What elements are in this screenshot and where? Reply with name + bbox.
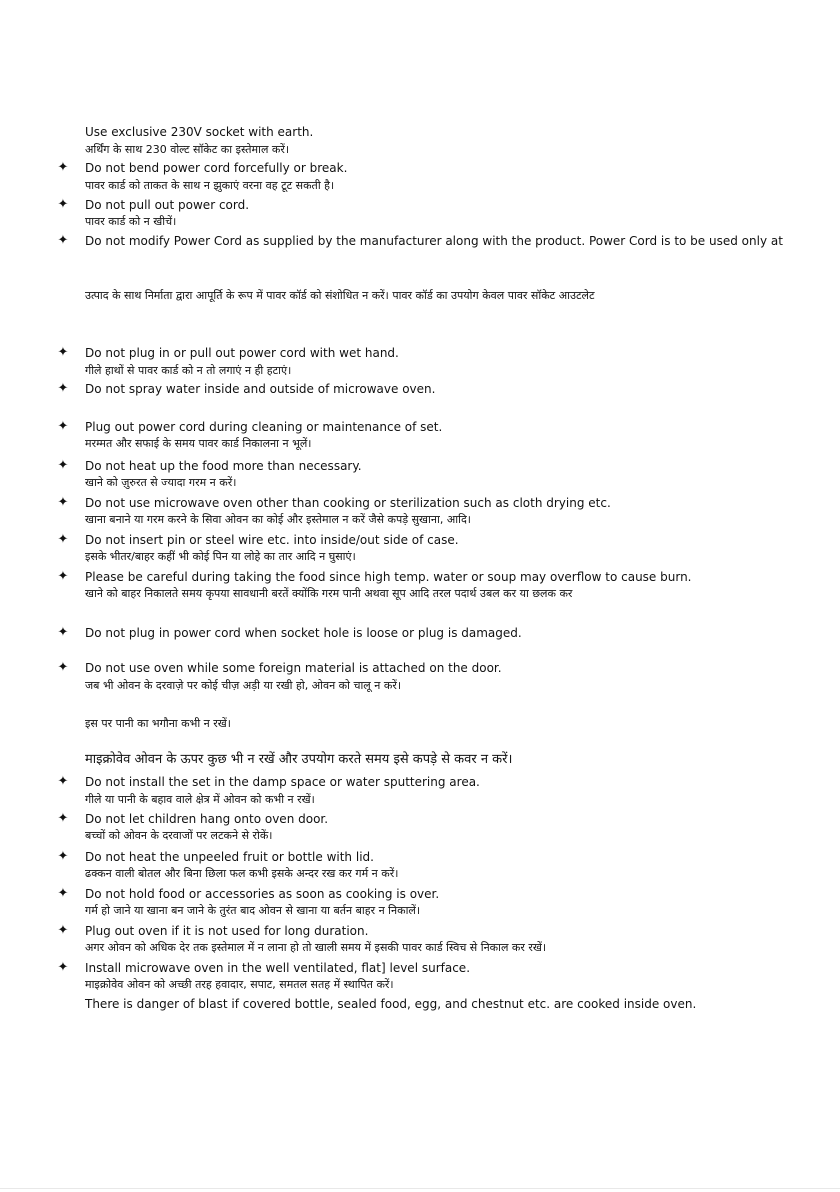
instruction-line-english: Install microwave oven in the well ventilated, flat] level surface. <box>85 961 471 975</box>
instruction-line-english: Do not insert pin or steel wire etc. into inside/out side of case. <box>85 533 459 547</box>
bullet-star-icon: ✦ <box>57 886 69 901</box>
bullet-star-icon: ✦ <box>57 569 69 584</box>
bullet-star-icon: ✦ <box>57 197 69 212</box>
instruction-line-hindi: खाने को ज़ुरुरत से ज्यादा गरम न करें। <box>85 476 237 489</box>
instruction-line-english: Use exclusive 230V socket with earth. <box>85 125 314 139</box>
instruction-line-hindi: इसके भीतर/बाहर कहीं भी कोई पिन या लोहे का तार आदि न घुसाएं। <box>85 550 356 563</box>
instruction-line-english: Do not use microwave oven other than cooking or sterilization such as cloth drying etc. <box>85 496 611 510</box>
bullet-star-icon: ✦ <box>57 532 69 547</box>
bullet-star-icon: ✦ <box>57 774 69 789</box>
bullet-star-icon: ✦ <box>57 923 69 938</box>
instruction-line-english: Do not hold food or accessories as soon as cooking is over. <box>85 887 440 901</box>
instruction-line-english: Do not plug in or pull out power cord with wet hand. <box>85 346 399 360</box>
instruction-line-hindi: अगर ओवन को अधिक देर तक इस्तेमाल में न लाना हो तो खाली समय में इसकी पावर कार्ड स्विच से निकाल कर रखें। <box>85 941 547 954</box>
instruction-line-english: Do not use oven while some foreign material is attached on the door. <box>85 661 502 675</box>
instruction-line-hindi: पावर कार्ड को ताकत के साथ न झुकाएं वरना वह टूट सकती है। <box>85 179 335 192</box>
instruction-line-hindi: जब भी ओवन के दरवाज़े पर कोई चीज़ अड़ी या रखी हो, ओवन को चालू न करें। <box>85 679 401 692</box>
instruction-line-hindi: मरम्मत और सफाई के समय पावर कार्ड निकालना न भूलें। <box>85 437 312 450</box>
instruction-line-english: Do not let children hang onto oven door. <box>85 812 329 826</box>
instruction-line-hindi: खाना बनाने या गरम करने के सिवा ओवन का कोई और इस्तेमाल न करें जैसे कपड़े सुखाना, आदि। <box>85 513 471 526</box>
instruction-line-hindi: पावर कार्ड को न खीचें। <box>85 215 177 228</box>
bullet-star-icon: ✦ <box>57 458 69 473</box>
page-edge <box>0 1188 840 1189</box>
instruction-line-english: Do not install the set in the damp space or water sputtering area. <box>85 775 480 789</box>
instruction-line-hindi: गीले या पानी के बहाव वाले क्षेत्र में ओवन को कभी न रखें। <box>85 793 315 806</box>
instruction-line-hindi: बच्चों को ओवन के दरवाजों पर लटकने से रोकें। <box>85 829 273 842</box>
instruction-line-english: Plug out power cord during cleaning or maintenance of set. <box>85 420 443 434</box>
bullet-star-icon: ✦ <box>57 419 69 434</box>
instruction-line-english: Do not heat the unpeeled fruit or bottle with lid. <box>85 850 374 864</box>
instruction-line-hindi: अर्थिंग के साथ 230 वोल्ट सॉकेट का इस्तेमाल करें। <box>85 143 290 156</box>
bullet-star-icon: ✦ <box>57 233 69 248</box>
bullet-star-icon: ✦ <box>57 625 69 640</box>
bullet-star-icon: ✦ <box>57 811 69 826</box>
instruction-line-english: There is danger of blast if covered bottle, sealed food, egg, and chestnut etc. are cooked inside oven. <box>85 997 697 1011</box>
instruction-line-english: Do not pull out power cord. <box>85 198 250 212</box>
instruction-line-hindi: खाने को बाहर निकालते समय कृपया सावधानी बरतें क्योंकि गरम पानी अथवा सूप आदि तरल पदार्थ उबल कर या छलक कर <box>85 587 573 600</box>
instruction-line-english: Do not spray water inside and outside of microwave oven. <box>85 382 436 396</box>
instruction-line-hindi: गीले हाथों से पावर कार्ड को न तो लगाएं न ही हटाएं। <box>85 364 292 377</box>
bullet-star-icon: ✦ <box>57 849 69 864</box>
bullet-star-icon: ✦ <box>57 160 69 175</box>
instruction-line-english: Do not bend power cord forcefully or break. <box>85 161 348 175</box>
instruction-line-hindi: माइक्रोवेव ओवन के ऊपर कुछ भी न रखें और उपयोग करते समय इसे कपड़े से कवर न करें। <box>85 752 513 767</box>
instruction-line-english: Do not modify Power Cord as supplied by the manufacturer along with the product. Power Cord is to be used only at <box>85 234 783 248</box>
bullet-star-icon: ✦ <box>57 660 69 675</box>
instruction-line-hindi: उत्पाद के साथ निर्माता द्वारा आपूर्ति के रूप में पावर कॉर्ड को संशोधित न करें। पावर कॉर्ड का उपयोग केवल पावर सॉकेट आउटलेट <box>85 289 595 302</box>
instruction-line-hindi: गर्म हो जाने या खाना बन जाने के तुरंत बाद ओवन से खाना या बर्तन बाहर न निकालें। <box>85 904 421 917</box>
instruction-line-hindi: इस पर पानी का भगौना कभी न रखें। <box>85 717 231 730</box>
instruction-line-english: Please be careful during taking the food since high temp. water or soup may overflow to cause burn. <box>85 570 692 584</box>
bullet-star-icon: ✦ <box>57 495 69 510</box>
instruction-line-hindi: ढक्कन वाली बोतल और बिना छिला फल कभी इसके अन्दर रख कर गर्म न करें। <box>85 867 399 880</box>
instruction-line-hindi: माइक्रोवेव ओवन को अच्छी तरह हवादार, सपाट, समतल सतह में स्थापित करें। <box>85 978 394 991</box>
bullet-star-icon: ✦ <box>57 381 69 396</box>
instruction-line-english: Do not heat up the food more than necessary. <box>85 459 362 473</box>
bullet-star-icon: ✦ <box>57 960 69 975</box>
bullet-star-icon: ✦ <box>57 345 69 360</box>
instruction-line-english: Do not plug in power cord when socket hole is loose or plug is damaged. <box>85 626 522 640</box>
instruction-line-english: Plug out oven if it is not used for long duration. <box>85 924 369 938</box>
